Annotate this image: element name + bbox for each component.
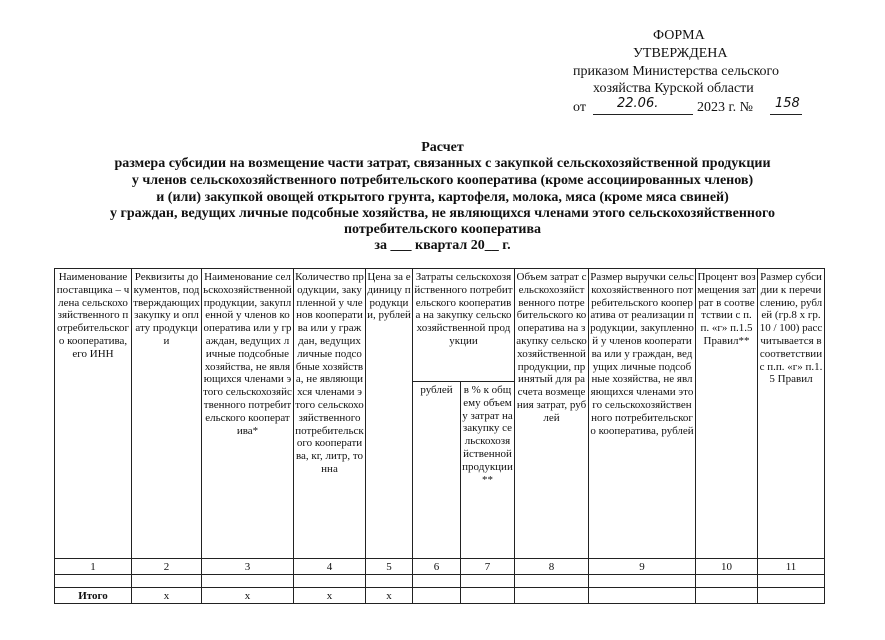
table-cell <box>515 587 589 603</box>
data-row-empty <box>55 574 825 587</box>
table-cell <box>461 587 515 603</box>
table-cell <box>55 574 132 587</box>
table-cell <box>294 574 366 587</box>
title-line-5: потребительского кооператива <box>343 222 542 237</box>
total-label: Итого <box>55 587 132 603</box>
number-underline <box>770 114 802 115</box>
header-costs-rubles: рублей <box>413 382 461 559</box>
column-numbers-row <box>55 559 825 575</box>
title-line-1: размера субсидии на возмещение части затрат, связанных с закупкой сельскохозяйственной продукции <box>114 156 771 171</box>
table-cell <box>589 587 696 603</box>
total-na-mark: х <box>294 587 366 603</box>
title-line-3: и (или) закупкой овощей открытого грунта, картофеля, молока, мяса (кроме мяса свиней) <box>156 190 729 205</box>
header-reimbursement-percent: Процент возмещения затрат в соответствии с п.п. «г» п.1.5 Правил** <box>696 269 758 559</box>
total-na-mark: х <box>202 587 294 603</box>
year-number-label: 2023 г. № <box>697 100 754 115</box>
col-number: 10 <box>696 559 758 575</box>
header-cost-volume: Объем затрат сельскохозяйственного потребительского кооператива на закупку сельскохозяйственной продукции, принятый для расчета возмещения затрат, рублей <box>515 269 589 559</box>
doc-heading: Расчет <box>421 140 464 155</box>
header-costs-percent: в % к общему объему затрат на закупку сельскохозяйственной продукции** <box>461 382 515 559</box>
total-row <box>55 587 825 603</box>
total-na-mark: х <box>366 587 413 603</box>
header-documents: Реквизиты документов, подтверждающих закупку и оплату продукции <box>132 269 202 559</box>
form-label: ФОРМА <box>653 28 705 43</box>
header-subsidy-amount: Размер субсидии к перечислению, рублей (гр.8 х гр.10 / 100) рассчитывается в соответствии с п.п. «г» п.1.5 Правил <box>758 269 825 559</box>
table-cell <box>589 574 696 587</box>
ministry-line: хозяйства Курской области <box>593 81 754 96</box>
col-number: 5 <box>366 559 413 575</box>
date-handwritten: 22.06. <box>617 96 659 111</box>
header-costs: Затраты сельскохозяйственного потребительского кооператива на закупку сельскохозяйственной продукции <box>413 269 515 382</box>
table-cell <box>758 587 825 603</box>
table-cell <box>413 587 461 603</box>
header-revenue: Размер выручки сельскохозяйственного потребительского кооператива от реализации продукции, закупленной у членов кооператива или у граждан, ведущих личные подсобные хозяйства, не являющихся членами этого сельскохозяйственного потребительского кооператива, рублей <box>589 269 696 559</box>
col-number: 7 <box>461 559 515 575</box>
approved-label: УТВЕРЖДЕНА <box>633 46 728 61</box>
date-from-label: от <box>573 100 586 115</box>
subsidy-table <box>54 268 825 604</box>
col-number: 3 <box>202 559 294 575</box>
header-quantity: Количество продукции, закупленной у членов кооператива или у граждан, ведущих личные подсобные хозяйства, не являющихся членами этого сельскохозяйственного потребительского кооператива, кг, литр, тонна <box>294 269 366 559</box>
date-underline <box>593 114 693 115</box>
table-cell <box>515 574 589 587</box>
table-cell <box>696 574 758 587</box>
order-number-handwritten: 158 <box>775 96 800 111</box>
header-row-1 <box>55 269 825 382</box>
total-na-mark: х <box>132 587 202 603</box>
table-cell <box>202 574 294 587</box>
col-number: 11 <box>758 559 825 575</box>
header-product-name: Наименование сельскохозяйственной продукции, закупленной у членов кооператива или у граждан, ведущих личные подсобные хозяйства, не являющихся членами этого сельскохозяйственного потребительского кооператива* <box>202 269 294 559</box>
col-number: 1 <box>55 559 132 575</box>
header-unit-price: Цена за единицу продукции, рублей <box>366 269 413 559</box>
table-cell <box>758 574 825 587</box>
col-number: 4 <box>294 559 366 575</box>
col-number: 2 <box>132 559 202 575</box>
table-cell <box>132 574 202 587</box>
title-line-2: у членов сельскохозяйственного потребительского кооператива (кроме ассоциированных членов) <box>131 173 754 188</box>
title-line-4: у граждан, ведущих личные подсобные хозяйства, не являющихся членами этого сельскохозяйственного <box>110 206 775 221</box>
col-number: 8 <box>515 559 589 575</box>
table-cell <box>366 574 413 587</box>
header-supplier: Наименование поставщика – члена сельскохозяйственного потребительского кооператива, его ИНН <box>55 269 132 559</box>
table-cell <box>696 587 758 603</box>
col-number: 9 <box>589 559 696 575</box>
col-number: 6 <box>413 559 461 575</box>
table-cell <box>413 574 461 587</box>
table-cell <box>461 574 515 587</box>
title-period: за ___ квартал 20__ г. <box>374 238 511 253</box>
order-line: приказом Министерства сельского <box>573 64 779 79</box>
